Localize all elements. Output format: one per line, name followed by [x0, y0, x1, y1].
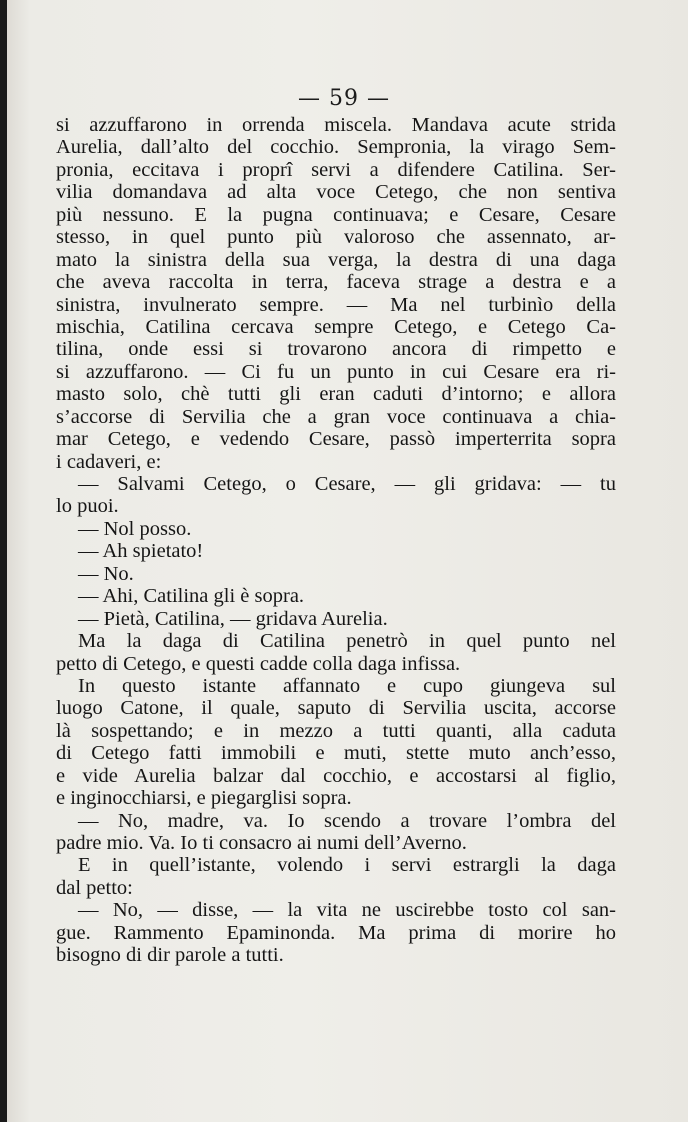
- text-line: pronia, eccitava i proprî servi a difendere Catilina. Ser-: [56, 158, 616, 181]
- text-line: di Cetego fatti immobili e muti, stette muto anch’esso,: [56, 742, 616, 765]
- text-line: stesso, in quel punto più valoroso che assennato, ar-: [56, 226, 616, 249]
- text-line: mato la sinistra della sua verga, la destra di una daga: [56, 248, 616, 271]
- text-line: vilia domandava ad alta voce Cetego, che non sentiva: [56, 181, 616, 204]
- text-line: — Ah spietato!: [78, 540, 204, 563]
- text-line: dal petto:: [56, 876, 133, 899]
- text-line: gue. Rammento Epaminonda. Ma prima di morire ho: [56, 921, 616, 944]
- text-line: masto solo, chè tutti gli eran caduti d’intorno; e allora: [56, 383, 616, 406]
- text-line: mischia, Catilina cercava sempre Cetego, e Cetego Ca-: [56, 315, 616, 338]
- text-line: padre mio. Va. Io ti consacro ai numi dell’Averno.: [56, 832, 467, 854]
- text-line: — No.: [78, 562, 134, 585]
- text-line: — Salvami Cetego, o Cesare, — gli gridava: — tu: [78, 473, 616, 495]
- text-line: — Pietà, Catilina, — gridava Aurelia.: [78, 607, 388, 630]
- text-line: i cadaveri, e:: [56, 450, 162, 473]
- text-line: — No, — disse, — la vita ne uscirebbe tosto col san-: [78, 899, 616, 922]
- text-line: petto di Cetego, e questi cadde colla daga infissa.: [56, 652, 461, 675]
- text-line: che aveva raccolta in terra, faceva strage a destra e a: [56, 271, 616, 294]
- text-line: mar Cetego, e vedendo Cesare, passò imperterrita sopra: [56, 428, 616, 451]
- text-line: si azzuffarono. — Ci fu un punto in cui Cesare era ri-: [56, 360, 616, 383]
- text-line: e inginocchiarsi, e piegarglisi sopra.: [56, 787, 352, 810]
- text-line: si azzuffarono in orrenda miscela. Mandava acute strida: [56, 114, 616, 136]
- page-number: — 59 —: [298, 86, 390, 111]
- text-line: — Ahi, Catilina gli è sopra.: [78, 585, 305, 608]
- text-line: s’accorse di Servilia che a gran voce continuava a chia-: [56, 405, 616, 428]
- text-line: lo puoi.: [56, 495, 119, 518]
- page-binding-edge: [0, 0, 7, 1122]
- text-line: Aurelia, dall’alto del cocchio. Sempronia, la virago Sem-: [56, 136, 616, 159]
- text-line: — Nol posso.: [78, 517, 192, 540]
- text-line: Ma la daga di Catilina penetrò in quel punto nel: [78, 630, 616, 653]
- body-text: [56, 114, 616, 967]
- text-line: sinistra, invulnerato sempre. — Ma nel turbinìo della: [56, 293, 616, 316]
- text-line: là sospettando; e in mezzo a tutti quanti, alla caduta: [56, 719, 616, 742]
- text-line: bisogno di dir parole a tutti.: [56, 944, 284, 967]
- text-line: In questo istante affannato e cupo giungeva sul: [78, 674, 616, 697]
- text-line: luogo Catone, il quale, saputo di Servilia uscita, accorse: [56, 697, 616, 720]
- text-line: tilina, onde essi si trovarono ancora di rimpetto e: [56, 338, 616, 361]
- text-line: — No, madre, va. Io scendo a trovare l’ombra del: [78, 809, 616, 832]
- text-line: più nessuno. E la pugna continuava; e Cesare, Cesare: [56, 203, 616, 226]
- text-line: e vide Aurelia balzar dal cocchio, e accostarsi al figlio,: [56, 764, 616, 787]
- text-line: E in quell’istante, volendo i servi estrargli la daga: [78, 854, 616, 877]
